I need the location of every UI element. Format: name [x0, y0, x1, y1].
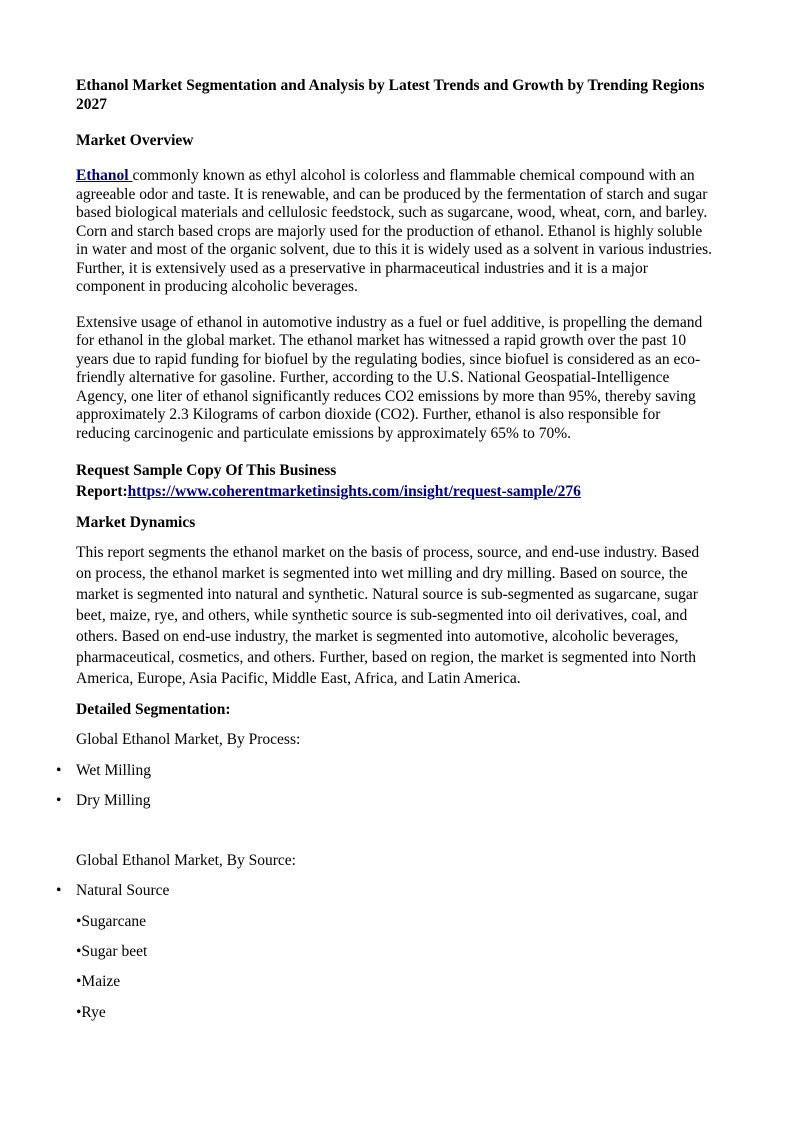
bullet-icon: • — [56, 791, 62, 809]
overview-paragraph-2: Extensive usage of ethanol in automotive industry as a fuel or fuel additive, is propelling the demand for ethanol in the global market. The ethanol market has witnessed a rapid growth over the past 10 years due to rapid funding for biofuel by the regulating bodies, since biofuel is considered as an eco-friendly alternative for gasoline. Further, according to the U.S. National Geospatial-Intelligence Agency, one liter of ethanol significantly reduces CO2 emissions by more than 95%, thereby saving approximately 2.3 Kilograms of carbon dioxide (CO2). Further, ethanol is also responsible for reducing carcinogenic and particulate emissions by approximately 65% to 70%. — [76, 313, 703, 442]
bullet-icon: • — [56, 882, 62, 900]
process-heading: Global Ethanol Market, By Process: — [76, 731, 301, 749]
dynamics-heading: Market Dynamics — [76, 514, 196, 531]
blank-line — [76, 820, 718, 850]
dynamics-paragraph: This report segments the ethanol market on the basis of process, source, and end-use industry. Based on process, the ethanol market is segmented into wet milling and dry milling. Based on source, the market is segmented into natural and synthetic. Natural source is sub-segmented as sugarcane, sugar beet, maize, rye, and others, while synthetic source is sub-segmented into oil derivatives, coal, and others. Based on end-use industry, the market is segmented into automotive, alcoholic beverages, pharmaceutical, cosmetics, and others. Further, based on region, the market is segmented into North America, Europe, Asia Pacific, Middle East, Africa, and Latin America. — [76, 544, 700, 687]
document-page — [56, 76, 718, 1032]
document-title: Ethanol Market Segmentation and Analysis by Latest Trends and Growth by Trending Regions 2027 — [76, 77, 705, 113]
overview-heading: Market Overview — [76, 132, 194, 149]
list-item-label: Natural Source — [76, 882, 170, 900]
ethanol-link[interactable]: Ethanol — [76, 167, 133, 184]
request-sample-label: Request Sample Copy Of This Business Report: — [76, 462, 337, 500]
list-item-wet-milling — [56, 760, 718, 781]
sub-item-sugarcane: •Sugarcane — [76, 912, 146, 930]
sub-item-maize: •Maize — [76, 973, 121, 991]
request-sample — [76, 460, 718, 502]
list-item-label: Dry Milling — [76, 791, 151, 809]
bullet-icon: • — [56, 761, 62, 779]
overview-paragraph-1-text: commonly known as ethyl alcohol is colorless and flammable chemical compound with an agreeable odor and taste. It is renewable, and can be produced by the fermentation of starch and sugar based biological materials and cellulosic feedstock, such as sugarcane, wood, wheat, corn, and barley. Corn and starch based crops are majorly used for the production of ethanol. Ethanol is highly soluble in water and most of the organic solvent, due to this it is widely used as a solvent in various industries. Further, it is extensively used as a preservative in pharmaceutical industries and it is a major component in producing alcoholic beverages. — [76, 167, 712, 295]
sub-item-rye: •Rye — [76, 1003, 106, 1021]
list-item-natural-source — [56, 880, 718, 901]
request-sample-link[interactable]: https://www.coherentmarketinsights.com/insight/request-sample/276 — [127, 483, 581, 500]
sub-item-sugar-beet: •Sugar beet — [76, 943, 148, 961]
segmentation-heading: Detailed Segmentation: — [76, 701, 231, 718]
source-heading: Global Ethanol Market, By Source: — [76, 852, 296, 870]
list-item-dry-milling — [56, 790, 718, 811]
list-item-label: Wet Milling — [76, 761, 151, 779]
overview-paragraph-1 — [76, 167, 718, 297]
